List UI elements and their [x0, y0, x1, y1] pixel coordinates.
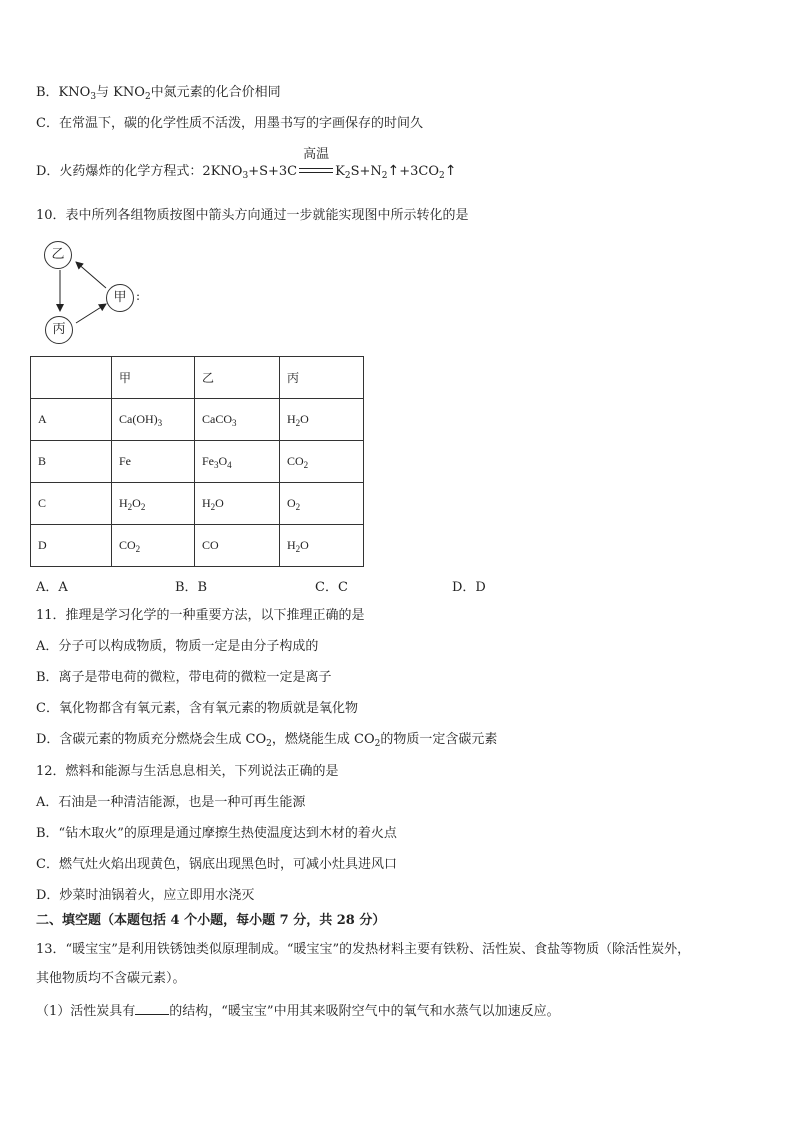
table-row: [31, 441, 364, 483]
text: O: [300, 412, 309, 426]
table-header-cell: 丙: [280, 357, 364, 399]
cell-bing: [280, 525, 364, 567]
q13-stem-line2: 其他物质均不含碳元素）。: [36, 971, 186, 986]
gas-arrow-icon: ↑: [387, 163, 400, 179]
row-label: D: [31, 525, 112, 567]
gas-arrow-icon: ↑: [444, 163, 457, 179]
condition-label: 高温: [303, 147, 330, 162]
q12-stem: 12．燃料和能源与生活息息相关，下列说法正确的是: [36, 764, 339, 779]
text: Fe: [119, 454, 131, 468]
node-bing: 丙: [45, 316, 73, 344]
cell-jia: [112, 525, 195, 567]
subscript: 2: [303, 460, 309, 470]
text: Ca(OH): [119, 412, 158, 426]
text: +S+3C: [248, 164, 298, 179]
subscript: 2: [144, 92, 151, 102]
subscript: 3: [242, 171, 249, 181]
q10-stem: 10．表中所列各组物质按图中箭头方向通过一步就能实现图中所示转化的是: [36, 208, 469, 223]
cell-bing: [280, 483, 364, 525]
text: 与 KNO: [96, 85, 145, 100]
q10-option-c: C．C: [315, 580, 348, 595]
cell-yi: [195, 399, 280, 441]
table-header-cell: 甲: [112, 357, 195, 399]
text: B．KNO: [36, 85, 91, 100]
subscript: 3: [157, 418, 163, 428]
text: H: [119, 496, 128, 510]
text: O: [218, 454, 228, 468]
cell-yi: [195, 525, 280, 567]
q10-table: [30, 356, 364, 567]
node-jia: 甲: [106, 284, 134, 312]
cell-yi: [195, 483, 280, 525]
text: +3CO: [399, 164, 439, 179]
subscript: 2: [295, 418, 301, 428]
table-header-cell: [31, 357, 112, 399]
subscript: 2: [295, 544, 301, 554]
subscript: 2: [135, 544, 141, 554]
q12-option-c: C．燃气灶火焰出现黄色，锅底出现黑色时，可减小灶具进风口: [36, 857, 397, 872]
text: O: [300, 538, 309, 552]
q12-option-d: D．炒菜时油锅着火，应立即用水浇灭: [36, 888, 255, 903]
table-row: [31, 399, 364, 441]
subscript: 2: [210, 502, 216, 512]
subscript: 2: [295, 502, 301, 512]
text: H: [202, 496, 211, 510]
subscript: 2: [344, 171, 351, 181]
row-label: C: [31, 483, 112, 525]
q10-option-b: B．B: [175, 580, 208, 595]
text: O: [287, 496, 296, 510]
arrow-jia-to-yi: [76, 262, 106, 288]
text: CO: [287, 454, 304, 468]
text: CO: [119, 538, 136, 552]
subscript: 2: [439, 171, 445, 181]
q13-stem-line1: 13．“暖宝宝”是利用铁锈蚀类似原理制成。“暖宝宝”的发热材料主要有铁粉、活性炭、食盐等物质（除活性炭外，: [36, 942, 691, 957]
row-label: B: [31, 441, 112, 483]
text: H: [287, 538, 296, 552]
text: ，燃烧能生成 CO: [271, 732, 375, 747]
section-heading: 二、填空题（本题包括 4 个小题，每小题 7 分，共 28 分）: [36, 913, 386, 928]
text: H: [287, 412, 296, 426]
row-label: A: [31, 399, 112, 441]
reaction-condition: [297, 147, 335, 180]
cell-jia: [112, 399, 195, 441]
cell-jia: [112, 483, 195, 525]
subscript: 3: [90, 92, 97, 102]
subscript: 2: [381, 171, 388, 181]
subscript: 2: [140, 502, 146, 512]
q11-option-b: B．离子是带电荷的微粒，带电荷的微粒一定是离子: [36, 670, 332, 685]
table-row: [31, 483, 364, 525]
q9-option-c: C．在常温下，碳的化学性质不活泼，用墨书写的字画保存的时间久: [36, 116, 423, 131]
table-header-cell: 乙: [195, 357, 280, 399]
text: 的结构，“暖宝宝”中用其来吸附空气中的氧气和水蒸气以加速反应。: [169, 1004, 560, 1019]
arrow-bing-to-jia: [76, 304, 106, 323]
q9-option-b: [36, 84, 281, 102]
table-row: [31, 525, 364, 567]
text: （1）活性炭具有: [36, 1004, 136, 1019]
text: D．火药爆炸的化学方程式：2KNO: [36, 164, 243, 179]
diagram-colon: :: [136, 289, 141, 303]
text: Fe: [202, 454, 214, 468]
q9-option-d: [36, 147, 457, 181]
answer-blank[interactable]: [135, 1002, 169, 1015]
text: 的物质一定含碳元素: [380, 732, 498, 747]
q12-option-a: A．石油是一种清洁能源，也是一种可再生能源: [36, 795, 306, 810]
conversion-diagram: [36, 238, 146, 346]
text: D．含碳元素的物质充分燃烧会生成 CO: [36, 732, 267, 747]
q11-option-d: [36, 731, 497, 749]
text: S+N: [350, 164, 382, 179]
q13-subquestion-1: [36, 1002, 560, 1021]
text: K: [335, 164, 345, 179]
q11-option-a: A．分子可以构成物质，物质一定是由分子构成的: [36, 639, 319, 654]
q11-stem: 11．推理是学习化学的一种重要方法，以下推理正确的是: [36, 608, 365, 623]
equals-bar: [299, 168, 333, 173]
text: 中氮元素的化合价相同: [150, 85, 281, 100]
q11-option-c: C．氧化物都含有氧元素，含有氧元素的物质就是氧化物: [36, 701, 358, 716]
q10-options: [36, 576, 516, 594]
q10-option-a: A．A: [36, 580, 68, 595]
q12-option-b: B．“钻木取火”的原理是通过摩擦生热使温度达到木材的着火点: [36, 826, 397, 841]
subscript: 4: [227, 460, 232, 470]
text: CaCO: [202, 412, 232, 426]
cell-bing: [280, 441, 364, 483]
subscript: 3: [214, 460, 219, 470]
cell-bing: [280, 399, 364, 441]
text: CO: [202, 538, 219, 552]
cell-yi: [195, 441, 280, 483]
subscript: 3: [232, 418, 237, 428]
cell-jia: [112, 441, 195, 483]
text: O: [215, 496, 224, 510]
table-header-row: [31, 357, 364, 399]
subscript: 2: [266, 739, 272, 749]
q10-option-d: D．D: [452, 580, 486, 595]
subscript: 2: [127, 502, 133, 512]
text: O: [132, 496, 141, 510]
subscript: 2: [374, 739, 381, 749]
node-yi: 乙: [44, 241, 72, 269]
